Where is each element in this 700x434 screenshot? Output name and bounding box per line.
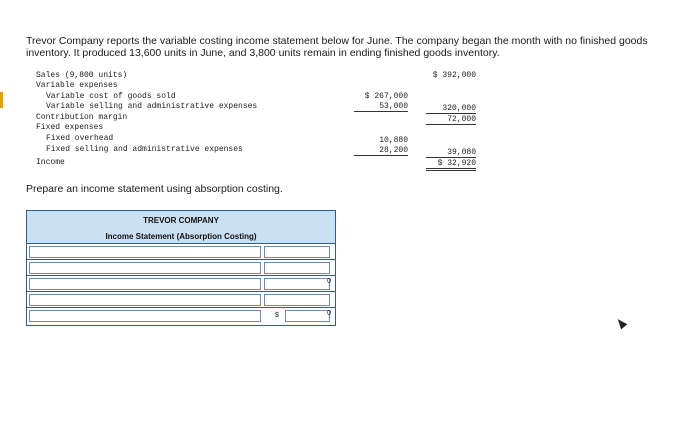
variable-expenses-total: 320,000 — [426, 104, 476, 114]
dollar-sign: $ — [275, 312, 279, 319]
contribution-margin-label: Contribution margin — [36, 113, 128, 122]
table-row — [27, 276, 335, 292]
income-label: Income — [36, 158, 65, 167]
fixed-selling-amount: 28,200 — [354, 146, 408, 156]
row1-label-input[interactable] — [29, 246, 261, 258]
income-total: $ 32,920 — [426, 159, 476, 171]
row5-computed-value: 0 — [327, 310, 331, 317]
variable-cogs-amount: $ 267,000 — [364, 92, 408, 101]
sales-total: $ 392,000 — [432, 71, 476, 80]
table-row — [27, 292, 335, 308]
statement-title: Income Statement (Absorption Costing) — [105, 232, 257, 241]
contribution-margin-total: 72,000 — [426, 115, 476, 125]
fixed-expenses-label: Fixed expenses — [36, 123, 104, 132]
fixed-overhead-amount: 10,880 — [379, 136, 408, 145]
prompt-text: Prepare an income statement using absorption costing. — [26, 183, 283, 195]
variable-selling-amount: 53,000 — [354, 102, 408, 112]
row4-label-input[interactable] — [29, 294, 261, 306]
problem-text: Trevor Company reports the variable costing income statement below for June. The company began the month with no finished goods inventory. It produced 13,600 units in June, and 3,800 units remain in ending finished goods inventory. — [26, 35, 648, 59]
absorption-income-statement-table — [26, 210, 336, 326]
sales-label: Sales (9,800 units) — [36, 71, 128, 80]
row3-label-input[interactable] — [29, 278, 261, 290]
fixed-selling-label: Fixed selling and administrative expenses — [46, 145, 243, 154]
row1-amount-input[interactable] — [264, 246, 330, 258]
row5-amount-input[interactable] — [285, 310, 330, 322]
company-name: TREVOR COMPANY — [143, 216, 219, 225]
table-row — [27, 260, 335, 276]
table-header — [27, 211, 335, 244]
mouse-cursor-icon — [615, 317, 628, 330]
table-row — [27, 308, 335, 324]
row3-computed-value: 0 — [327, 278, 331, 285]
row2-label-input[interactable] — [29, 262, 261, 274]
variable-cogs-label: Variable cost of goods sold — [46, 92, 176, 101]
row5-label-input[interactable] — [29, 310, 261, 322]
variable-selling-label: Variable selling and administrative expenses — [46, 102, 258, 111]
fixed-overhead-label: Fixed overhead — [46, 134, 114, 143]
variable-expenses-label: Variable expenses — [36, 81, 118, 90]
table-row — [27, 244, 335, 260]
edge-marker — [0, 92, 3, 108]
row2-amount-input[interactable] — [264, 262, 330, 274]
row4-amount-input[interactable] — [264, 294, 330, 306]
row3-amount-input[interactable] — [264, 278, 330, 290]
fixed-expenses-total: 39,080 — [426, 148, 476, 158]
